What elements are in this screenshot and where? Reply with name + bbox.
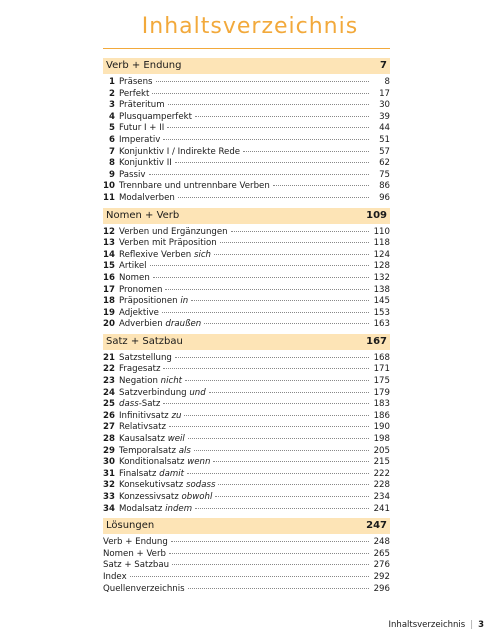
- dot-leader: [204, 323, 369, 324]
- entry-label: [119, 457, 210, 469]
- section-page: 167: [366, 335, 387, 347]
- entry-number: 30: [103, 457, 115, 468]
- toc-entry[interactable]: [103, 422, 390, 434]
- toc-entry[interactable]: [103, 123, 390, 135]
- entry-page: 228: [373, 480, 390, 491]
- entry-number: 2: [109, 88, 115, 99]
- entry-page: 296: [373, 583, 390, 594]
- entry-number: 19: [103, 307, 115, 318]
- entry-number: 29: [103, 445, 115, 456]
- dot-leader: [218, 484, 369, 485]
- entry-label: [119, 112, 192, 124]
- title-rule: [103, 48, 390, 49]
- dot-leader: [195, 508, 369, 509]
- entry-label: [119, 147, 240, 159]
- entry-number: 11: [103, 192, 115, 203]
- entry-label: [103, 549, 166, 561]
- dot-leader: [152, 93, 369, 94]
- entry-page: 51: [379, 134, 390, 145]
- toc-entry[interactable]: [103, 560, 390, 572]
- dot-leader: [169, 553, 369, 554]
- toc-entry[interactable]: [103, 353, 390, 365]
- entry-label-text: Imperativ: [119, 134, 161, 145]
- toc-entry[interactable]: [103, 504, 390, 516]
- entry-label-text: Verb + Endung: [103, 537, 168, 548]
- entry-label-text: Kausalsatz: [119, 434, 165, 445]
- dot-leader: [165, 289, 369, 290]
- toc-entry[interactable]: [103, 77, 390, 89]
- dot-leader: [188, 588, 369, 589]
- toc-entry[interactable]: [103, 238, 390, 250]
- dot-leader: [214, 254, 369, 255]
- table-of-contents: [103, 58, 390, 595]
- entry-label-text: Pronomen: [119, 284, 163, 295]
- entry-label-text: Infinitivsatz: [119, 410, 169, 421]
- entry-page: 62: [379, 158, 390, 169]
- entry-label-text: Futur I + II: [119, 123, 165, 134]
- toc-entry[interactable]: [103, 584, 390, 596]
- entry-number: 18: [103, 296, 115, 307]
- entry-label: [119, 227, 228, 239]
- entry-page: 222: [373, 468, 390, 479]
- entry-page: 39: [379, 111, 390, 122]
- entry-label: [119, 135, 160, 147]
- entry-number: 34: [103, 503, 115, 514]
- entry-number: 4: [109, 111, 115, 122]
- entry-label: [119, 434, 185, 446]
- entry-number: 33: [103, 492, 115, 502]
- entry-label-text: Index: [103, 571, 127, 582]
- entry-number: 3: [109, 100, 115, 111]
- toc-entry[interactable]: [103, 112, 390, 124]
- entry-label-text: Präteritum: [119, 100, 165, 111]
- dot-leader: [168, 104, 369, 105]
- entry-label-text: Relativsatz: [119, 422, 166, 433]
- footer-label: Inhaltsverzeichnis: [388, 620, 466, 630]
- toc-entry[interactable]: [103, 446, 390, 458]
- toc-entry[interactable]: [103, 457, 390, 469]
- entry-label: [103, 572, 127, 584]
- entry-label-italic: und: [189, 387, 206, 398]
- entry-label-italic: indem: [165, 503, 193, 514]
- entry-page: 179: [373, 387, 390, 398]
- toc-entry[interactable]: [103, 308, 390, 320]
- entry-number: 22: [103, 364, 115, 375]
- entry-number: 1: [109, 77, 115, 87]
- entry-label-italic: obwohl: [181, 492, 213, 502]
- dot-leader: [162, 312, 369, 313]
- page-footer: [389, 620, 484, 630]
- entry-page: 153: [373, 307, 390, 318]
- entry-label: [119, 376, 182, 388]
- entry-page: 75: [379, 169, 390, 180]
- dot-leader: [209, 392, 369, 393]
- toc-entry[interactable]: [103, 147, 390, 159]
- toc-entry[interactable]: [103, 273, 390, 285]
- entry-page: 17: [379, 88, 390, 99]
- section-page: 7: [380, 60, 387, 71]
- entry-label-text: Modalsatz: [119, 503, 163, 514]
- entry-number: 28: [103, 434, 115, 445]
- entry-label: [119, 411, 181, 423]
- section-header[interactable]: [103, 58, 390, 74]
- entry-label: [119, 319, 201, 331]
- entry-number: 20: [103, 319, 115, 330]
- entry-page: 171: [373, 364, 390, 375]
- toc-entry[interactable]: [103, 492, 390, 504]
- entry-page: 186: [373, 410, 390, 421]
- section-title: Satz + Satzbau: [106, 335, 183, 347]
- entry-label: [119, 100, 165, 112]
- dot-leader: [243, 151, 369, 152]
- entry-number: 21: [103, 352, 115, 363]
- entry-page: 183: [373, 399, 390, 410]
- dot-leader: [149, 174, 370, 175]
- entry-page: 168: [373, 352, 390, 363]
- entry-number: 26: [103, 410, 115, 421]
- dot-leader: [167, 127, 369, 128]
- entry-label-italic: sich: [193, 249, 212, 260]
- toc-entry[interactable]: [103, 469, 390, 481]
- toc-entry[interactable]: [103, 285, 390, 297]
- entry-number: 16: [103, 272, 115, 283]
- dot-leader: [163, 403, 369, 404]
- entry-label-italic: draußen: [165, 319, 202, 330]
- entry-label-text: Verben mit Präposition: [119, 238, 217, 249]
- entry-label-text: Adjektive: [119, 307, 159, 318]
- toc-entry[interactable]: [103, 170, 390, 182]
- entry-label-text: -Satz: [138, 399, 161, 410]
- entry-label: [119, 504, 192, 516]
- entry-number: 13: [103, 238, 115, 249]
- entry-label-italic: sodass: [186, 480, 216, 491]
- dot-leader: [191, 300, 369, 301]
- entry-label-text: Plusquamperfekt: [119, 111, 192, 122]
- dot-leader: [195, 116, 369, 117]
- entry-page: 163: [373, 319, 390, 330]
- page-title: Inhaltsverzeichnis: [141, 14, 359, 39]
- entry-page: 57: [379, 146, 390, 157]
- entry-label-italic: zu: [171, 410, 182, 421]
- entry-label: [119, 77, 153, 89]
- entry-label-italic: als: [178, 445, 191, 456]
- toc-entry[interactable]: [103, 319, 390, 331]
- entry-page: 248: [373, 537, 390, 548]
- entry-label: [119, 273, 150, 285]
- entry-label: [119, 364, 160, 376]
- entry-number: 10: [103, 181, 115, 192]
- entry-label-text: Reflexive Verben: [119, 249, 192, 260]
- dot-leader: [220, 242, 369, 243]
- entry-label: [119, 170, 146, 182]
- entry-label-text: Konsekutivsatz: [119, 480, 184, 491]
- toc-entry[interactable]: [103, 227, 390, 239]
- entry-label: [119, 353, 172, 365]
- entry-label: [119, 123, 164, 135]
- dot-leader: [184, 415, 369, 416]
- footer-separator: |: [470, 620, 474, 630]
- entry-number: 24: [103, 387, 115, 398]
- entry-label: [119, 261, 147, 273]
- dot-leader: [273, 185, 369, 186]
- entry-page: 86: [379, 181, 390, 192]
- entry-page: 276: [373, 560, 390, 571]
- toc-entry[interactable]: [103, 193, 390, 205]
- entry-label-text: Temporalsatz: [119, 445, 176, 456]
- entry-number: 7: [109, 146, 115, 157]
- entry-number: 32: [103, 480, 115, 491]
- entry-label-text: Satz + Satzbau: [103, 560, 170, 571]
- dot-leader: [178, 197, 369, 198]
- entry-label: [119, 181, 270, 193]
- entry-label-text: Verben und Ergänzungen: [119, 226, 228, 237]
- entry-number: 14: [103, 249, 115, 260]
- entry-label-text: Artikel: [119, 261, 147, 272]
- entry-label-text: Nomen + Verb: [103, 548, 166, 559]
- entry-page: 8: [384, 77, 390, 87]
- entry-page: 145: [373, 296, 390, 307]
- entry-label-text: Konzessivsatz: [119, 492, 179, 502]
- entry-label-italic: dass: [119, 399, 139, 410]
- section-title: Nomen + Verb: [106, 209, 180, 221]
- dot-leader: [153, 277, 369, 278]
- entry-label: [119, 285, 162, 297]
- entry-label-italic: wenn: [187, 457, 211, 468]
- toc-entry[interactable]: [103, 434, 390, 446]
- dot-leader: [194, 450, 369, 451]
- entry-label-text: Quellenverzeichnis: [103, 583, 185, 594]
- entry-label-text: Modalverben: [119, 192, 175, 203]
- section-page: 247: [366, 520, 387, 532]
- dot-leader: [185, 380, 369, 381]
- entry-label: [119, 308, 159, 320]
- entry-label: [119, 446, 191, 458]
- toc-entry[interactable]: [103, 411, 390, 423]
- entry-number: 12: [103, 226, 115, 237]
- dot-leader: [175, 357, 369, 358]
- entry-label-text: Satzstellung: [119, 352, 172, 363]
- entry-label: [119, 250, 211, 262]
- entry-label-text: Satzverbindung: [119, 387, 187, 398]
- dot-leader: [213, 461, 369, 462]
- entry-label: [119, 388, 206, 400]
- entry-page: 190: [373, 422, 390, 433]
- entry-number: 6: [109, 134, 115, 145]
- entry-page: 234: [373, 492, 390, 502]
- entry-label-text: Präpositionen: [119, 296, 178, 307]
- toc-entry[interactable]: [103, 537, 390, 549]
- entry-page: 132: [373, 272, 390, 283]
- entry-page: 241: [373, 503, 390, 514]
- entry-label: [119, 422, 166, 434]
- entry-label: [119, 399, 160, 411]
- dot-leader: [150, 265, 369, 266]
- entry-number: 8: [109, 158, 115, 169]
- dot-leader: [187, 473, 369, 474]
- section-page: 109: [366, 209, 387, 221]
- entry-page: 215: [373, 457, 390, 468]
- dot-leader: [130, 576, 369, 577]
- entry-page: 30: [379, 100, 390, 111]
- entry-page: 118: [373, 238, 390, 249]
- entry-label: [103, 537, 168, 549]
- entry-number: 31: [103, 468, 115, 479]
- entry-page: 44: [379, 123, 390, 134]
- entry-label: [103, 584, 185, 596]
- entry-label-italic: weil: [167, 434, 185, 445]
- entry-label-text: Trennbare und untrennbare Verben: [119, 181, 270, 192]
- entry-page: 110: [373, 226, 390, 237]
- entry-label-text: Fragesatz: [119, 364, 161, 375]
- entry-label: [119, 469, 184, 481]
- entry-label: [119, 492, 212, 504]
- toc-entry[interactable]: [103, 376, 390, 388]
- entry-page: 265: [373, 548, 390, 559]
- entry-label-text: Nomen: [119, 272, 150, 283]
- entry-label-italic: in: [180, 296, 189, 307]
- dot-leader: [188, 438, 369, 439]
- toc-entry[interactable]: [103, 135, 390, 147]
- toc-entry[interactable]: [103, 399, 390, 411]
- entry-label-text: Konjunktiv II: [119, 158, 172, 169]
- entry-page: 96: [379, 192, 390, 203]
- entry-number: 25: [103, 399, 115, 410]
- entry-label-text: Passiv: [119, 169, 146, 180]
- entry-label: [119, 89, 149, 101]
- entry-number: 5: [109, 123, 115, 134]
- toc-entry[interactable]: [103, 296, 390, 308]
- entry-label-text: Finalsatz: [119, 468, 157, 479]
- entry-label-text: Negation: [119, 376, 158, 387]
- dot-leader: [175, 162, 369, 163]
- entry-page: 292: [373, 571, 390, 582]
- entry-number: 17: [103, 284, 115, 295]
- entry-label-text: Adverbien: [119, 319, 163, 330]
- entry-label-text: Konditionalsatz: [119, 457, 185, 468]
- section-header[interactable]: [103, 518, 390, 534]
- entry-label: [119, 296, 188, 308]
- dot-leader: [169, 426, 369, 427]
- dot-leader: [231, 231, 369, 232]
- entry-label-text: Präsens: [119, 77, 153, 87]
- toc-entry[interactable]: [103, 364, 390, 376]
- toc-entry[interactable]: [103, 181, 390, 193]
- entry-number: 15: [103, 261, 115, 272]
- dot-leader: [171, 541, 369, 542]
- entry-label-text: Konjunktiv I / Indirekte Rede: [119, 146, 241, 157]
- entry-label-italic: damit: [159, 468, 185, 479]
- toc-entry[interactable]: [103, 261, 390, 273]
- dot-leader: [156, 81, 369, 82]
- entry-label: [119, 480, 215, 492]
- dot-leader: [163, 139, 369, 140]
- entry-label: [103, 560, 169, 572]
- section-header[interactable]: [103, 208, 390, 224]
- footer-page-number: 3: [478, 620, 484, 630]
- entry-page: 138: [373, 284, 390, 295]
- dot-leader: [172, 564, 369, 565]
- entry-page: 175: [373, 376, 390, 387]
- entry-label: [119, 193, 175, 205]
- entry-label: [119, 158, 172, 170]
- dot-leader: [215, 496, 369, 497]
- entry-page: 198: [373, 434, 390, 445]
- toc-entry[interactable]: [103, 572, 390, 584]
- entry-label-text: Perfekt: [119, 88, 150, 99]
- toc-entry[interactable]: [103, 89, 390, 101]
- section-title: Lösungen: [106, 520, 155, 532]
- entry-number: 9: [109, 169, 115, 180]
- toc-entry[interactable]: [103, 480, 390, 492]
- toc-entry[interactable]: [103, 388, 390, 400]
- entry-page: 128: [373, 261, 390, 272]
- entry-label-italic: nicht: [160, 376, 183, 387]
- toc-entry[interactable]: [103, 549, 390, 561]
- section-header[interactable]: [103, 334, 390, 350]
- toc-entry[interactable]: [103, 158, 390, 170]
- toc-entry[interactable]: [103, 250, 390, 262]
- entry-number: 23: [103, 376, 115, 387]
- entry-page: 205: [373, 445, 390, 456]
- section-title: Verb + Endung: [106, 60, 182, 71]
- dot-leader: [163, 368, 369, 369]
- toc-entry[interactable]: [103, 100, 390, 112]
- entry-label: [119, 238, 217, 250]
- entry-page: 124: [373, 249, 390, 260]
- entry-number: 27: [103, 422, 115, 433]
